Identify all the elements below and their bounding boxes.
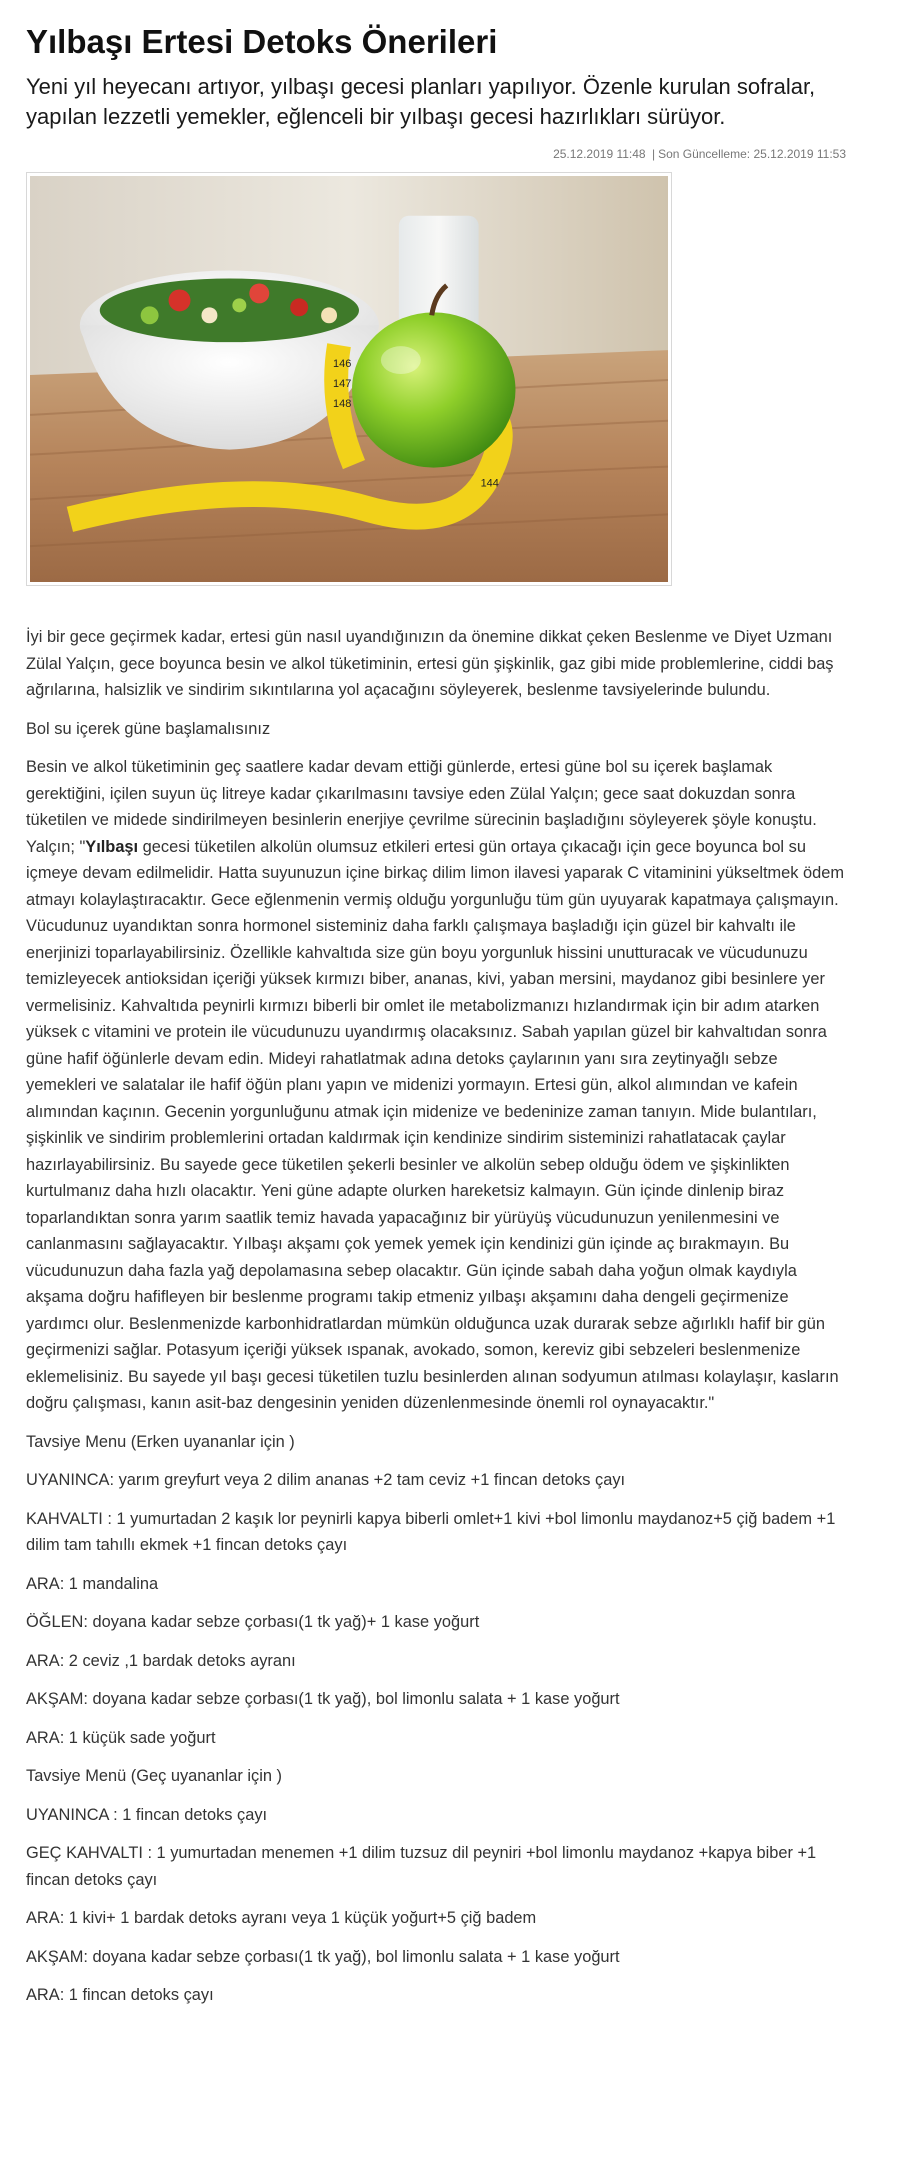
paragraph-main: [26, 754, 846, 1417]
menu-early-item-5: ARA: 2 ceviz ,1 bardak detoks ayranı: [26, 1651, 296, 1670]
article-dates: [26, 146, 846, 162]
menu-early-item-2: KAHVALTI : 1 yumurtadan 2 kaşık lor peynirli kapya biberli omlet+1 kivi +bol limonlu maydanoz+5 çiğ badem +1 dilim tam tahıllı ekmek +1 fincan detoks çayı: [26, 1509, 836, 1554]
menu-late-item-3: ARA: 1 kivi+ 1 bardak detoks ayranı veya 1 küçük yoğurt+5 çiğ badem: [26, 1909, 537, 1927]
article-body: [26, 624, 846, 2009]
menu-late-title: Tavsiye Menü (Geç uyananlar için ): [26, 1767, 282, 1785]
tape-number-1: 146: [333, 358, 352, 371]
article-image: [30, 176, 668, 582]
published-date: 25.12.2019 11:48: [553, 147, 646, 161]
paragraph-subheading: Bol su içerek güne başlamalısınız: [26, 719, 271, 738]
menu-early-item-7: ARA: 1 küçük sade yoğurt: [26, 1728, 216, 1747]
menu-early-item-3: ARA: 1 mandalina: [26, 1574, 159, 1593]
menu-late-item-2: GEÇ KAHVALTI : 1 yumurtadan menemen +1 dilim tuzsuz dil peyniri +bol limonlu maydanoz +kapya biber +1 fincan detoks çayı: [26, 1844, 817, 1889]
tape-number-3: 148: [333, 397, 352, 410]
menu-early-title: Tavsiye Menu (Erken uyananlar için ): [26, 1432, 295, 1451]
menu-early-item-1: UYANINCA: yarım greyfurt veya 2 dilim ananas +2 tam ceviz +1 fincan detoks çayı: [26, 1471, 626, 1489]
article-image-frame: [26, 172, 672, 586]
paragraph-main-start: Besin ve alkol tüketiminin geç saatlere kadar devam ettiği günlerde, ertesi güne bol su içerek başlamak gerektiğini, içilen suyun üç litreye kadar çıkarılmasını tavsiye eden Zülal Yalçın; gece saat dokuzdan sonra tüketilen ve midede sindirilmeyen besinlerin enerjiye çevrilme sürecinin başladığını söyleyerek şöyle konuştu. Yalçın; ": [26, 758, 817, 856]
article-title: Yılbaşı Ertesi Detoks Önerileri: [26, 23, 498, 60]
menu-late-item-1: UYANINCA : 1 fincan detoks çayı: [26, 1805, 268, 1824]
updated-label: Son Güncelleme:: [658, 147, 751, 161]
menu-early-item-6: AKŞAM: doyana kadar sebze çorbası(1 tk yağ), bol limonlu salata + 1 kase yoğurt: [26, 1690, 620, 1708]
updated-date: 25.12.2019 11:53: [753, 147, 846, 161]
date-separator: |: [651, 147, 656, 161]
article-spot: Yeni yıl heyecanı artıyor, yılbaşı gecesi planları yapılıyor. Özenle kurulan sofralar, yapılan lezzetli yemekler, eğlenceli bir yılbaşı gecesi hazırlıkları sürüyor.: [26, 74, 816, 129]
paragraph-intro: İyi bir gece geçirmek kadar, ertesi gün nasıl uyandığınızın da önemine dikkat çeken Beslenme ve Diyet Uzmanı Zülal Yalçın, gece boyunca besin ve alkol tüketiminin, ertesi gün şişkinlik, gaz gibi mide problemlerine, ciddi baş ağrılarına, halsizlik ve sindirim sıkıntılarına yol açacağını söyleyerek, beslenme tavsiyelerinde bulundu.: [26, 628, 834, 699]
tape-number-2: 147: [333, 377, 352, 390]
paragraph-main-bold: Yılbaşı: [85, 837, 139, 856]
tape-number-4: 144: [480, 477, 499, 490]
menu-early-item-4: ÖĞLEN: doyana kadar sebze çorbası(1 tk yağ)+ 1 kase yoğurt: [26, 1613, 480, 1631]
menu-late-item-5: ARA: 1 fincan detoks çayı: [26, 1986, 214, 2004]
menu-late-item-4: AKŞAM: doyana kadar sebze çorbası(1 tk yağ), bol limonlu salata + 1 kase yoğurt: [26, 1947, 620, 1966]
paragraph-main-rest: gecesi tüketilen alkolün olumsuz etkileri ertesi gün ortaya çıkacağı için gece boyunca bol su içmeye devam edilmelidir. Hatta suyunuzun içine birkaç dilim limon ilavesi yaparak C vitaminini yükseltmek ödem atmayı kolaylaştıracaktır. Gece eğlenmenin vermiş olduğu yorgunluğu tüm gün uyuyarak kapatmaya çalışmayın. Vücudunuz uyandıktan sonra hormonel sisteminiz daha farklı çalışmaya başladığı için güzel bir kahvaltı ile enerjinizi toparlayabilirsiniz. Özellikle kahvaltıda size gün boyu yorgunluk hissini unutturacak ve vücudunuzu temizleyecek antioksidan içeriği yüksek kırmızı biber, ananas, kivi, yaban mersini, maydanoz gibi besinlere yer vermelisiniz. Kahvaltıda peynirli kırmızı biberli bir omlet ile metabolizmanızı hızlandırmak için bir adım atarken yüksek c vitamini ve protein ile vücudunuzu uyandırmış olacaksınız. Sabah yapılan güzel bir kahvaltıdan sonra güne hafif öğünlerle devam edin. Mideyi rahatlatmak adına detoks çaylarının yanı sıra zeytinyağlı sebze yemekleri ve salatalar ile hafif öğün planı yapın ve midenizi yormayın. Ertesi gün, alkol alımından ve kafein alımından kaçının. Gecenin yorgunluğunu atmak için midenize ve bedeninize zaman tanıyın. Mide bulantıları, şişkinlik ve sindirim problemlerini ortadan kaldırmak için kendinize sindirim sisteminizi rahatlatacak çaylar hazırlayabilirsiniz. Bu sayede gece tüketilen şekerli besinler ve alkolün sebep olduğu ödem ve şişkinlikten kurtulmanız daha hızlı olacaktır. Yeni güne adapte olurken hareketsiz kalmayın. Gün içinde dinlenip biraz toparlandıktan sonra yarım saatlik temiz havada yapacağınız bir yürüyüş vücudunuzun yenilenmesini ve canlanmasını sağlayacaktır. Yılbaşı akşamı çok yemek yemek için kendinizi gün içinde aç bırakmayın. Bu vücudunuzun daha fazla yağ depolamasına sebep olacaktır. Gün içinde sabah daha yoğun olmak kaydıyla akşama doğru hafifleyen bir beslenme programı takip etmeniz yılbaşı akşamını daha dengeli geçirmenize yardımcı olur. Beslenmenizde karbonhidratlardan mümkün olduğunca uzak durarak sebze ağırlıklı hafif bir gün geçirmenizi sağlar. Potasyum içeriği yüksek ıspanak, avokado, somon, kereviz gibi sebzeleri beslenmenize eklemelisiniz. Bu sayede yıl başı gecesi tüketilen tuzlu besinlerden alınan sodyumun atılması kolaylaşır, kasların doğru çalışması, kanın asit-baz dengesinin yeniden düzenlenmesinde önemli rol oynayacaktır.": [26, 837, 845, 1412]
